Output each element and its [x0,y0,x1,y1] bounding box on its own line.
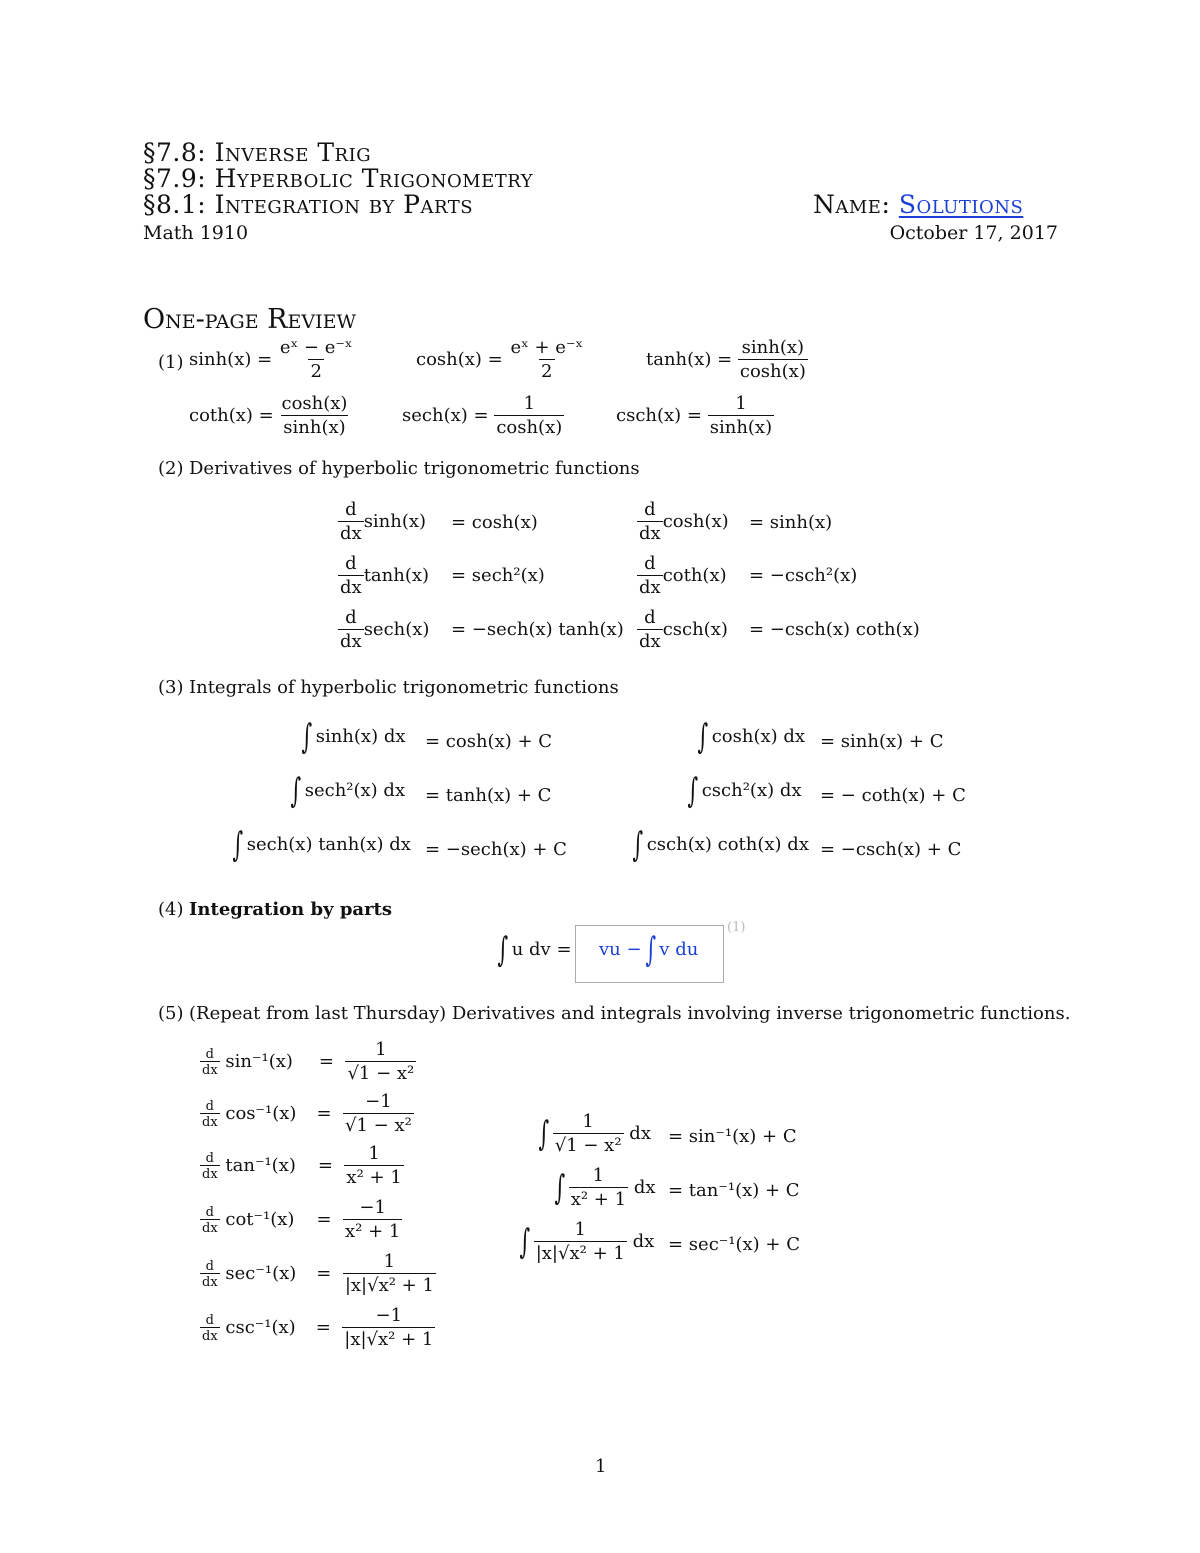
def-cosh: cosh(x) = $\frac{\text{eˣ + e⁻ˣ}}{2}$ [416,337,584,382]
item-2-number: (2) [158,458,184,479]
date-label: October 17, 2017 [889,222,1058,244]
item-4-text: Integration by parts [189,899,393,920]
parts-answer: vu − ∫ v du [599,930,699,970]
answer-tag: (1) [727,920,746,935]
integral-sign-icon: ∫ [301,717,313,757]
deriv-coth: $\frac{d}{dx}$ coth(x) [639,553,727,598]
dinv-sin: $\frac{d}{dx}$ sin⁻¹(x) = $\frac{1}{\text{√1 − x²}}$ [202,1039,415,1084]
header-line-2: §7.9: Hyperbolic Trigonometry [143,164,534,193]
int-cosh-result: = sinh(x) + C [820,731,944,752]
deriv-sinh: $\frac{d}{dx}$ sinh(x) [340,499,427,544]
deriv-sech: $\frac{d}{dx}$ sech(x) [340,607,430,652]
integral-sign-icon: ∫ [645,930,656,970]
deriv-cosh: $\frac{d}{dx}$ cosh(x) [639,499,729,544]
dinv-sec: $\frac{d}{dx}$ sec⁻¹(x) = $\frac{1}{\text{|x|√x² + 1}}$ [202,1251,434,1296]
item-2-text: Derivatives of hyperbolic trigonometric functions [189,458,640,479]
page-number: 1 [595,1456,607,1477]
def-tanh: tanh(x) = $\frac{\sinh(x)}{\cosh(x)}$ [646,337,806,382]
deriv-tanh: $\frac{d}{dx}$ tanh(x) [340,553,430,598]
item-5-number: (5) [158,1003,184,1024]
int-csch2: ∫ csch²(x) dx [687,771,802,811]
intinv-tan: ∫ $\frac{1}{\text{x² + 1}}$ dx [554,1165,656,1210]
dinv-tan: $\frac{d}{dx}$ tan⁻¹(x) = $\frac{1}{\text{x² + 1}}$ [202,1143,402,1188]
header-line-3: §8.1: Integration by Parts [143,190,474,219]
name-value: Solutions [898,190,1024,219]
int-csch2-result: = − coth(x) + C [820,785,966,806]
deriv-cosh-result: = sinh(x) [749,512,833,533]
intinv-sec: ∫ $\frac{1}{\text{|x|√x² + 1}}$ dx [519,1219,655,1264]
deriv-csch-result: = −csch(x) coth(x) [749,619,920,640]
integral-sign-icon: ∫ [554,1168,566,1209]
integral-sign-icon: ∫ [538,1114,550,1155]
name-label: Name: [813,190,899,219]
integral-sign-icon: ∫ [632,825,644,865]
dinv-csc: $\frac{d}{dx}$ csc⁻¹(x) = $\frac{-1}{\text{|x|√x² + 1}}$ [202,1305,434,1350]
int-sech2: ∫ sech²(x) dx [290,771,406,811]
intinv-sin: ∫ $\frac{1}{\text{√1 − x²}}$ dx [538,1111,651,1156]
item-1-number: (1) [158,352,184,373]
int-cosh: ∫ cosh(x) dx [697,717,806,757]
name-field [813,192,1023,217]
integral-sign-icon: ∫ [687,771,699,811]
course-label: Math 1910 [143,222,249,244]
int-sechtanh-result: = −sech(x) + C [425,839,567,860]
int-cschcoth-result: = −csch(x) + C [820,839,962,860]
header-line-1: §7.8: Inverse Trig [143,138,372,167]
intinv-sec-result: = sec⁻¹(x) + C [668,1234,800,1255]
def-sinh: sinh(x) = $\frac{\text{eˣ − e⁻ˣ}}{2}$ [189,337,353,382]
deriv-sech-result: = −sech(x) tanh(x) [451,619,624,640]
integral-sign-icon: ∫ [232,825,244,865]
item-3-text: Integrals of hyperbolic trigonometric functions [189,677,619,698]
intinv-sin-result: = sin⁻¹(x) + C [668,1126,797,1147]
deriv-coth-result: = −csch²(x) [749,565,858,586]
int-sech2-result: = tanh(x) + C [425,785,552,806]
deriv-sinh-result: = cosh(x) [451,512,538,533]
int-sinh-result: = cosh(x) + C [425,731,553,752]
def-sech: sech(x) = $\frac{1}{\cosh(x)}$ [402,393,563,438]
intinv-tan-result: = tan⁻¹(x) + C [668,1180,800,1201]
int-cschcoth: ∫ csch(x) coth(x) dx [632,825,809,865]
int-sechtanh: ∫ sech(x) tanh(x) dx [232,825,411,865]
integral-sign-icon: ∫ [519,1222,531,1263]
integral-sign-icon: ∫ [497,930,509,970]
def-coth: coth(x) = $\frac{\cosh(x)}{\sinh(x)}$ [189,393,348,438]
item-3-number: (3) [158,677,184,698]
int-sinh: ∫ sinh(x) dx [301,717,406,757]
section-title: One-page Review [143,304,356,335]
parts-lhs: ∫ u dv = [497,930,572,970]
dinv-cot: $\frac{d}{dx}$ cot⁻¹(x) = $\frac{-1}{\text{x² + 1}}$ [202,1197,401,1242]
item-4-number: (4) [158,899,184,920]
deriv-csch: $\frac{d}{dx}$ csch(x) [639,607,728,652]
deriv-tanh-result: = sech²(x) [451,565,545,586]
item-5-text: (Repeat from last Thursday) Derivatives and integrals involving inverse trigonometric functions. [189,1003,1071,1024]
integral-sign-icon: ∫ [697,717,709,757]
integral-sign-icon: ∫ [290,771,302,811]
dinv-cos: $\frac{d}{dx}$ cos⁻¹(x) = $\frac{-1}{\text{√1 − x²}}$ [202,1091,412,1136]
def-csch: csch(x) = $\frac{1}{\sinh(x)}$ [616,393,773,438]
